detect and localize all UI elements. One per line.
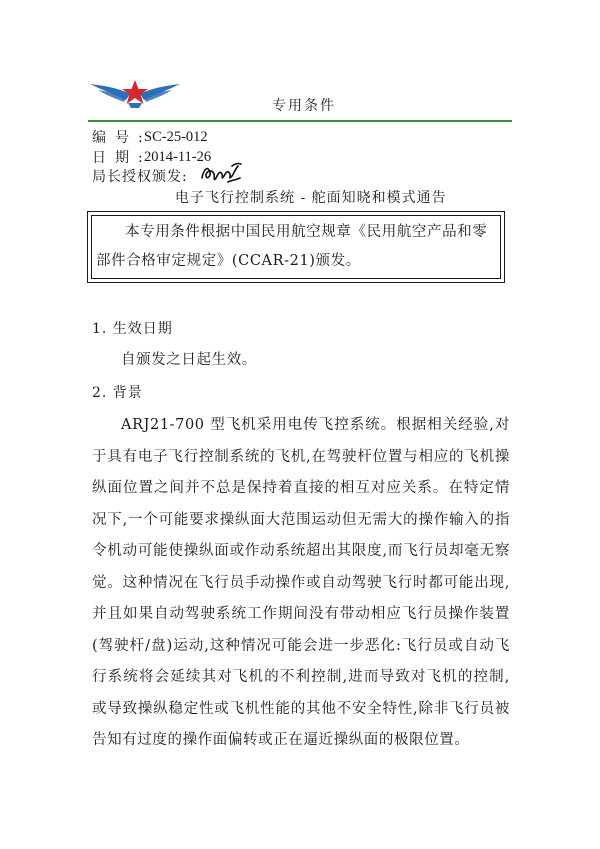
- header-title: 专用条件: [272, 98, 336, 114]
- document-subject: 电子飞行控制系统 - 舵面知晓和模式通告: [175, 190, 447, 206]
- signature-icon: [198, 158, 246, 188]
- header-divider: [88, 120, 512, 122]
- document-number-row: [92, 127, 208, 147]
- document-date-value: 2014-11-26: [144, 148, 212, 165]
- caac-logo-icon: [88, 76, 182, 110]
- section-body-background: ARJ21-700 型飞机采用电传飞控系统。根据相关经验,对于具有电子飞行控制系统的飞机,在驾驶杆位置与相应的飞机操纵面位置之间并不总是保持着直接的相互对应关系。在特定情况下,一个可能要求操纵面大范围运动但无需大的操作输入的指令机动可能使操纵面或作动系统超出其限度,而飞行员却毫无察觉。这种情况在飞行员手动操作或自动驾驶飞行时都可能出现,并且如果自动驾驶系统工作期间没有带动相应飞行员操作装置(驾驶杆/盘)运动,这种情况可能会进一步恶化:飞行员或自动飞行系统将会延续其对飞机的不利控制,进而导致对飞机的控制,或导致操纵稳定性或飞机性能的其他不安全特性,除非飞行员被告知有过度的操作面偏转或正在逼近操纵面的极限位置。: [92, 417, 510, 748]
- document-date-row: [92, 147, 211, 167]
- document-number-value: SC-25-012: [144, 128, 208, 145]
- authorization-label: 局长授权颁发:: [92, 169, 188, 185]
- section-heading-background: 2. 背景: [92, 385, 143, 401]
- section-body-effective-date: 自颁发之日起生效。: [121, 352, 257, 368]
- issue-statement-text: 本专用条件根据中国民用航空规章《民用航空产品和零部件合格审定规定》(CCAR-21)颁发。: [96, 224, 488, 269]
- section-heading-effective-date: 1. 生效日期: [92, 321, 173, 337]
- issue-statement-box: [87, 211, 505, 283]
- authorization-row: [92, 166, 188, 186]
- document-number-label: 编号:: [92, 130, 152, 146]
- document-date-label: 日期:: [92, 150, 152, 166]
